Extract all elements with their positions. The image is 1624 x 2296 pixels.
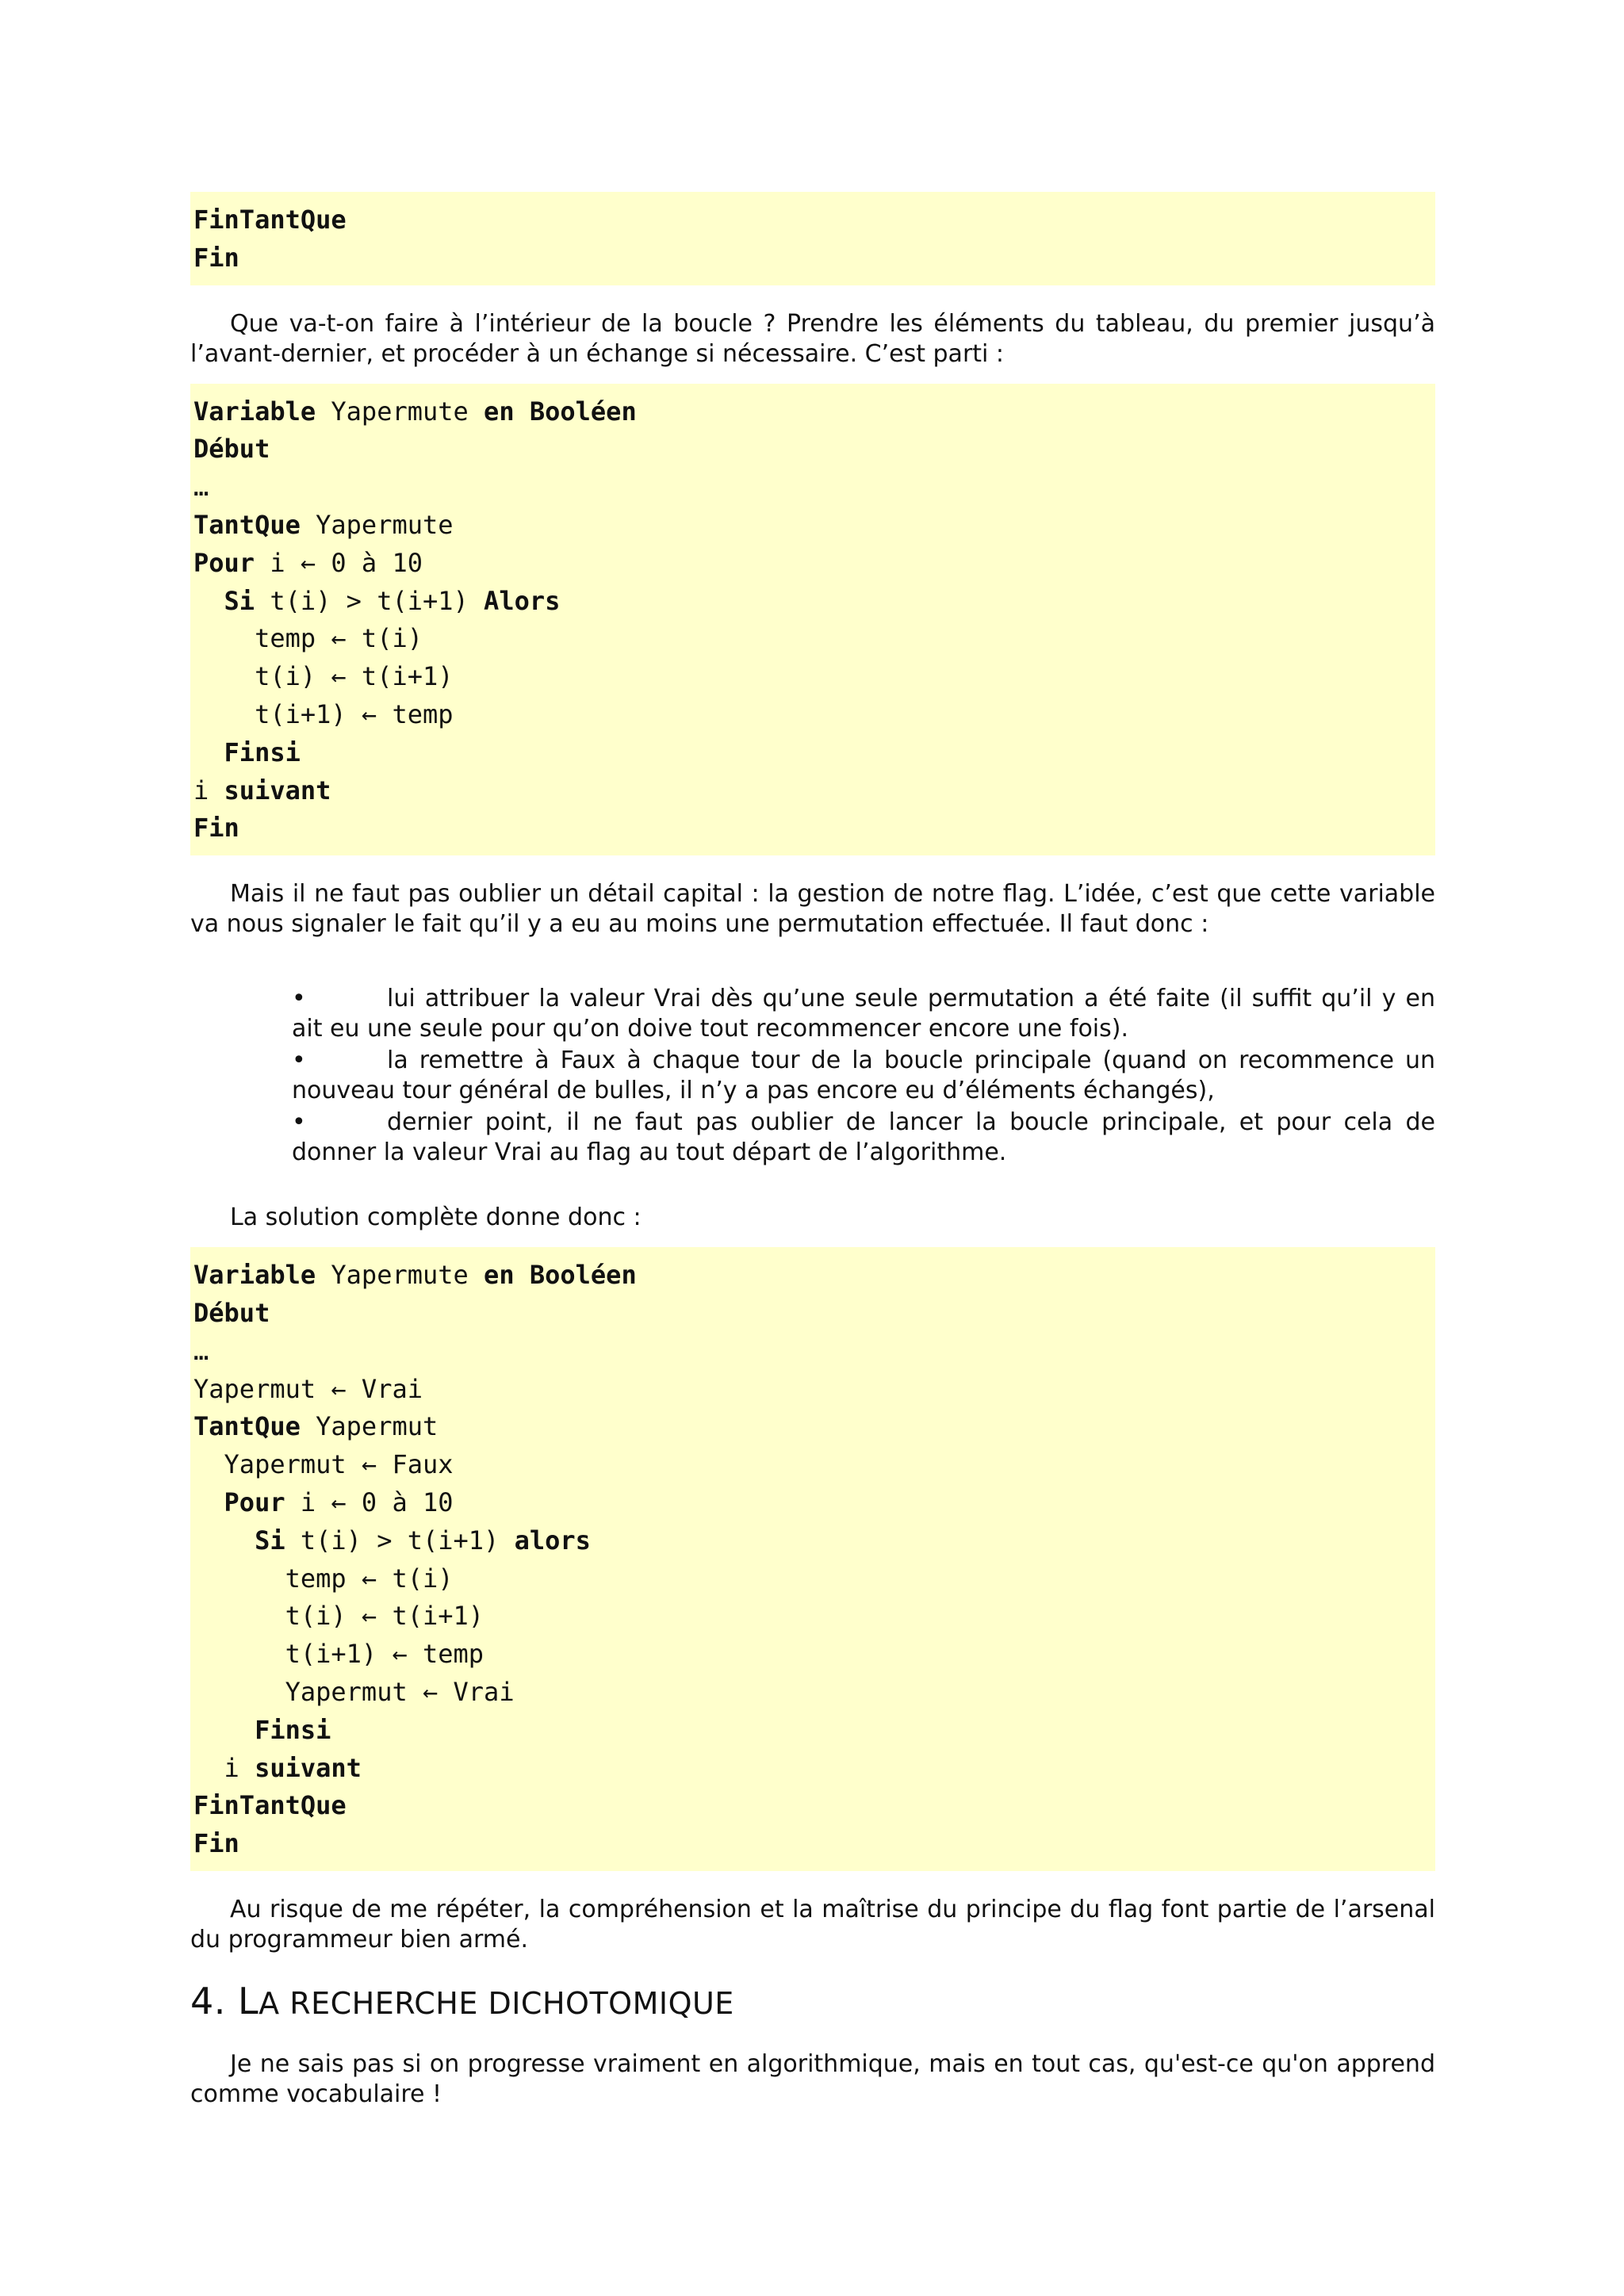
code-line <box>193 658 1432 696</box>
code-line <box>193 1560 1432 1598</box>
section-heading <box>190 1979 1435 2026</box>
code-text <box>193 1715 255 1745</box>
code-keyword: Pour <box>193 547 255 578</box>
code-text: t(i) ← t(i+1) <box>193 661 454 692</box>
code-keyword: Variable <box>193 396 316 427</box>
code-line <box>193 469 1432 507</box>
code-text: Yapermut ← Vrai <box>193 1373 423 1404</box>
code-text <box>193 1487 224 1517</box>
page-content <box>190 192 1435 2110</box>
code-text: Yapermut <box>300 1411 439 1442</box>
code-text: Yapermute <box>316 396 485 427</box>
code-text: t(i) ← t(i+1) <box>193 1601 485 1632</box>
code-line <box>193 1636 1432 1674</box>
bullet-icon: • <box>292 985 306 1013</box>
code-text: Yapermute <box>300 509 454 540</box>
code-text: t(i) > t(i+1) <box>285 1525 515 1556</box>
code-line <box>193 1446 1432 1484</box>
code-keyword: Finsi <box>224 737 301 767</box>
code-line <box>193 583 1432 621</box>
code-keyword: FinTantQue <box>193 205 347 235</box>
paragraph-flag-detail: Mais il ne faut pas oublier un détail capital : la gestion de notre flag. L’idée, c’est que cette variable va nous signaler le fait qu’il y a eu au moins une permutation effectuée. Il faut donc : <box>190 880 1435 939</box>
code-keyword: Fin <box>193 242 239 273</box>
code-line <box>193 430 1432 469</box>
code-keyword: Alors <box>484 585 561 616</box>
code-text: temp ← t(i) <box>193 623 423 654</box>
code-line <box>193 1295 1432 1333</box>
code-keyword: TantQue <box>193 1411 301 1442</box>
bullet-text: la remettre à Faux à chaque tour de la boucle principale (quand on recommence un nouveau tour général de bulles, il n’y a pas encore eu d’éléments échangés), <box>292 1047 1435 1105</box>
bullet-item <box>292 1046 1435 1106</box>
code-keyword: suivant <box>255 1752 362 1783</box>
code-line <box>193 696 1432 734</box>
code-line <box>193 545 1432 583</box>
code-keyword: FinTantQue <box>193 1790 347 1821</box>
bullet-text: lui attribuer la valeur Vrai dès qu’une seule permutation a été faite (il suffit qu’il y en ait eu une seule pour qu’on doive tout recommencer encore une fois). <box>292 985 1435 1043</box>
code-text: i <box>193 775 224 806</box>
code-text: temp ← t(i) <box>193 1563 454 1594</box>
code-line <box>193 1825 1432 1863</box>
heading-number: 4. <box>190 1979 239 2022</box>
code-keyword: Si <box>224 585 255 616</box>
bullet-icon: • <box>292 1047 306 1075</box>
code-line <box>193 1522 1432 1560</box>
code-block-3 <box>190 1247 1435 1871</box>
code-text <box>193 737 224 767</box>
code-text: t(i+1) ← temp <box>193 698 454 729</box>
code-text <box>193 1525 255 1556</box>
bullet-icon: • <box>292 1108 306 1137</box>
code-line <box>193 1712 1432 1750</box>
code-line <box>193 1371 1432 1409</box>
paragraph-flag-arsenal: Au risque de me répéter, la compréhension et la maîtrise du principe du flag font partie de l’arsenal du programmeur bien armé. <box>190 1895 1435 1954</box>
code-keyword: Si <box>255 1525 285 1556</box>
code-keyword: Fin <box>193 813 239 844</box>
code-text: Yapermute <box>316 1260 485 1291</box>
code-line <box>193 734 1432 772</box>
code-line <box>193 1333 1432 1371</box>
code-line <box>193 1674 1432 1712</box>
bullet-item <box>292 1108 1435 1168</box>
paragraph-solution-intro: La solution complète donne donc : <box>230 1203 642 1232</box>
code-line <box>193 1750 1432 1788</box>
heading-rest: A RECHERCHE DICHOTOMIQUE <box>259 1985 734 2021</box>
paragraph-vocabulary: Je ne sais pas si on progresse vraiment en algorithmique, mais en tout cas, qu'est-ce qu'on apprend comme vocabulaire ! <box>190 2049 1435 2108</box>
code-text: i ← 0 à 10 <box>255 547 423 578</box>
code-keyword: en Booléen <box>484 396 637 427</box>
code-keyword: Début <box>193 434 270 465</box>
code-text <box>193 586 224 616</box>
code-keyword: Finsi <box>255 1714 331 1745</box>
code-line <box>193 1257 1432 1295</box>
code-line <box>193 1598 1432 1636</box>
code-keyword: suivant <box>224 775 331 806</box>
code-text: Yapermut ← Vrai <box>193 1676 515 1707</box>
code-line <box>193 809 1432 848</box>
code-line <box>193 239 1432 277</box>
code-keyword: en Booléen <box>484 1260 637 1291</box>
code-keyword: Variable <box>193 1260 316 1291</box>
code-text: i ← 0 à 10 <box>285 1487 454 1517</box>
code-text: t(i+1) ← temp <box>193 1639 485 1670</box>
code-line <box>193 772 1432 810</box>
code-keyword: alors <box>514 1525 591 1556</box>
code-line <box>193 1484 1432 1522</box>
code-keyword: Fin <box>193 1828 239 1859</box>
code-text: … <box>193 1335 209 1366</box>
code-keyword: TantQue <box>193 509 301 540</box>
code-block-2 <box>190 384 1435 856</box>
bullet-text: dernier point, il ne faut pas oublier de lancer la boucle principale, et pour cela de donner la valeur Vrai au flag au tout départ de l’algorithme. <box>292 1108 1435 1167</box>
code-line <box>193 1408 1432 1446</box>
paragraph-loop-content: Que va-t-on faire à l’intérieur de la boucle ? Prendre les éléments du tableau, du premier jusqu’à l’avant-dernier, et procéder à un échange si nécessaire. C’est parti : <box>190 309 1435 368</box>
code-line <box>193 507 1432 545</box>
code-text: Yapermut ← Faux <box>193 1449 454 1480</box>
code-line <box>193 201 1432 239</box>
code-text: … <box>193 472 209 503</box>
code-keyword: Pour <box>224 1487 285 1517</box>
code-line <box>193 393 1432 431</box>
code-keyword: Début <box>193 1297 270 1328</box>
code-text: i <box>193 1752 255 1783</box>
bullet-list <box>190 984 1435 1168</box>
code-line <box>193 620 1432 658</box>
bullet-item <box>292 984 1435 1044</box>
code-line <box>193 1787 1432 1825</box>
code-text: t(i) > t(i+1) <box>255 585 485 616</box>
code-block-1 <box>190 192 1435 285</box>
heading-initial: L <box>238 1979 259 2022</box>
